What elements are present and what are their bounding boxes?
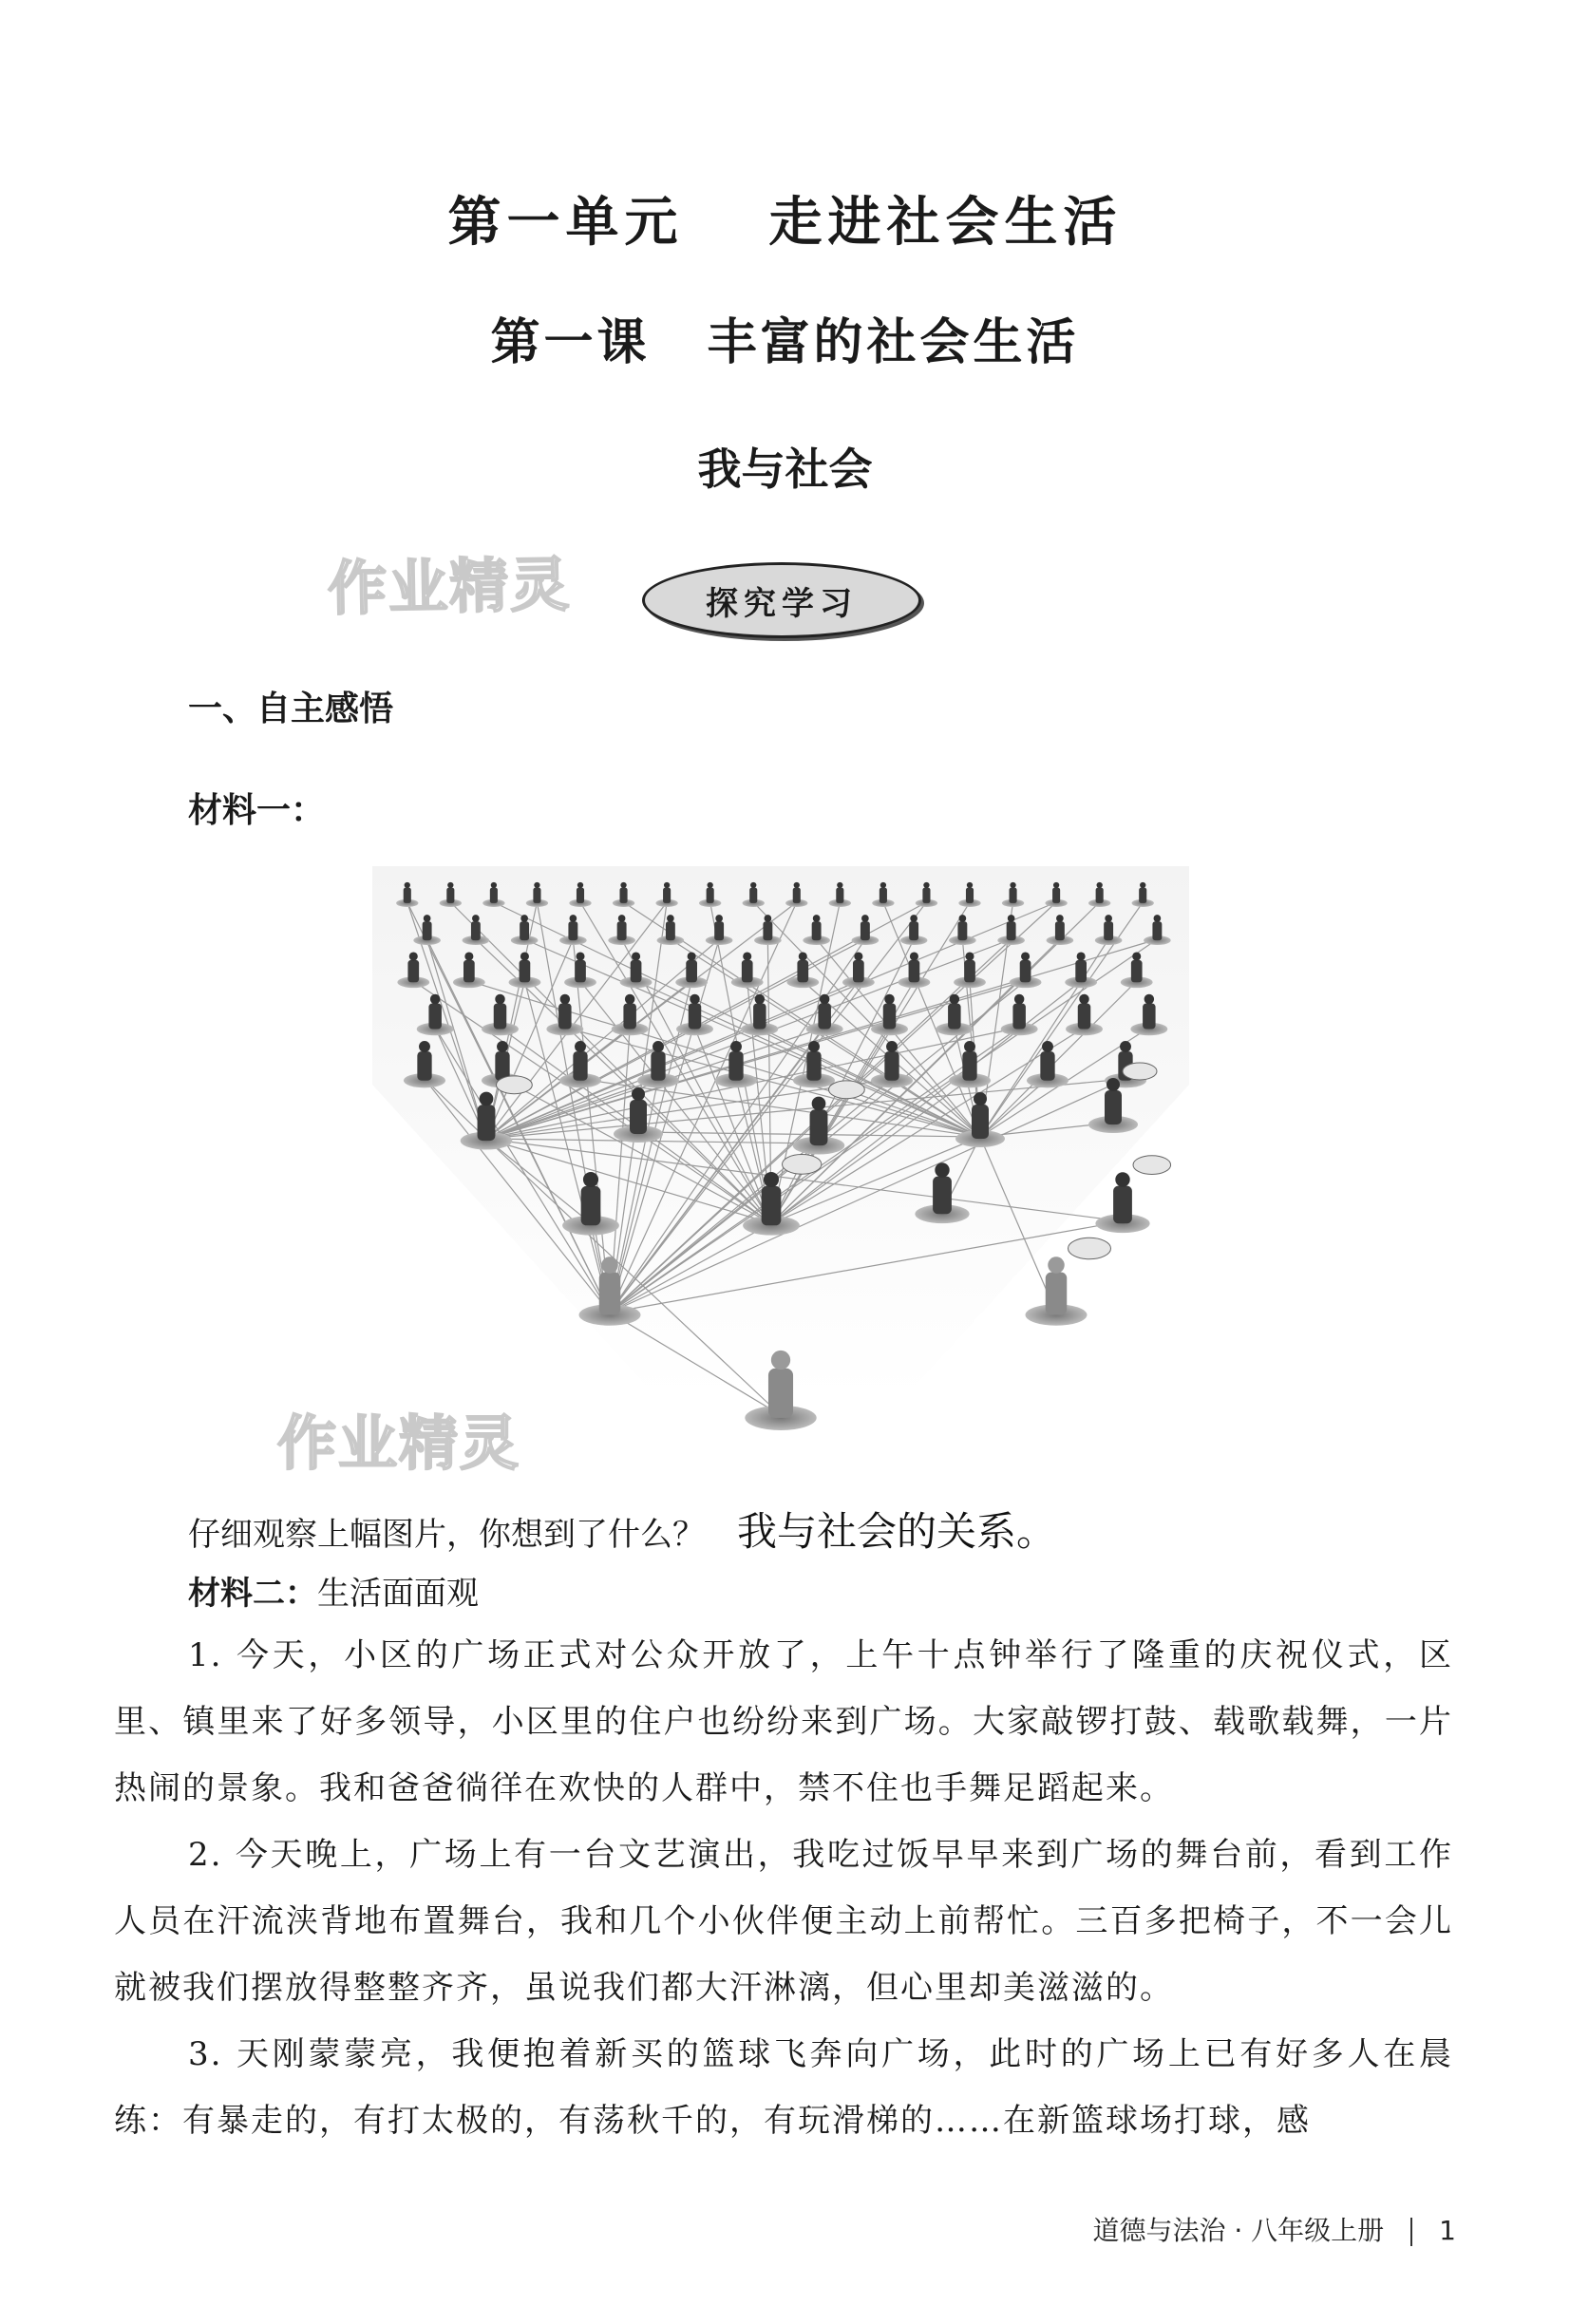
lesson-name: 丰富的社会生活 (707, 314, 1080, 371)
watermark: 作业精灵 (327, 549, 572, 624)
question-text: 仔细观察上幅图片，你想到了什么？ (188, 1516, 705, 1554)
unit-label: 第一单元 (447, 192, 684, 254)
lesson-title (0, 302, 1570, 373)
question-line (188, 1501, 1056, 1558)
inquiry-badge: 探究学习 (642, 562, 921, 638)
social-network-figure (372, 866, 1189, 1455)
unit-name: 走进社会生活 (768, 192, 1123, 254)
section-title: 我与社会 (697, 444, 873, 495)
material-1-label: 材料一： (188, 791, 326, 830)
paragraph: 2. 今天晚上，广场上有一台文艺演出，我吃过饭早早来到广场的舞台前，看到工作人员在汗流浃背地布置舞台，我和几个小伙伴便主动上前帮忙。三百多把椅子，不一会儿就被我们摆放得整整齐齐，虽说我们都大汗淋漓，但心里却美滋滋的。 (114, 1836, 1453, 2007)
material-2-label: 材料二： (188, 1575, 317, 1613)
paragraph: 1. 今天，小区的广场正式对公众开放了，上午十点钟举行了隆重的庆祝仪式，区里、镇里来了好多领导，小区里的住户也纷纷来到广场。大家敲锣打鼓、载歌载舞，一片热闹的景象。我和爸爸徜徉在欢快的人群中，禁不住也手舞足蹈起来。 (114, 1636, 1453, 1807)
person-figure (1026, 1238, 1111, 1326)
watermark-lower: 作业精灵 (277, 1408, 521, 1478)
answer-text: 我与社会的关系。 (737, 1508, 1057, 1555)
material-2-heading (188, 1567, 479, 1614)
subheading-self-reflection: 一、自主感悟 (188, 690, 394, 728)
page-number: 1 (1439, 2215, 1456, 2246)
paragraph: 3. 天刚蒙蒙亮，我便抱着新买的篮球飞奔向广场，此时的广场上已有好多人在晨练：有暴走的，有打太极的，有荡秋千的，有玩滑梯的……在新篮球场打球，感 (114, 2035, 1453, 2140)
lesson-label: 第一课 (490, 314, 651, 371)
page-footer (1092, 2210, 1456, 2248)
unit-title (0, 180, 1570, 256)
material-2-title: 生活面面观 (317, 1575, 479, 1613)
book-title: 道德与法治 · 八年级上册 (1092, 2215, 1385, 2246)
